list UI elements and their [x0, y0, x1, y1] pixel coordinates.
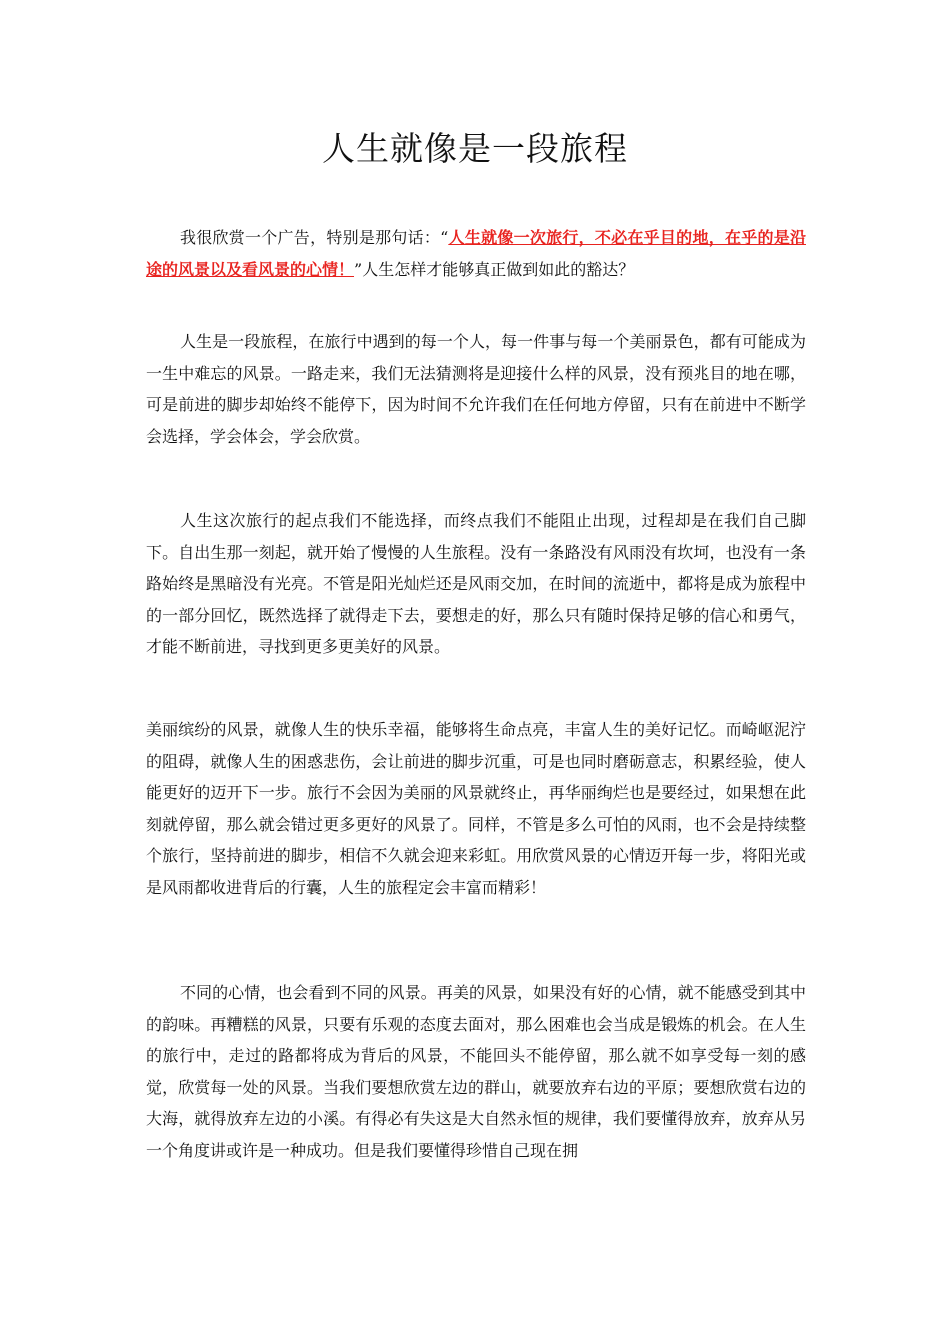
paragraph-mood: 不同的心情，也会看到不同的风景。再美的风景，如果没有好的心情，就不能感受到其中的韵味。再糟糕的风景，只要有乐观的态度去面对，那么困难也会当成是锻炼的机会。在人生的旅行中，走过的路都将成为背后的风景，不能回头不能停留，那么就不如享受每一刻的感觉，欣赏每一处的风景。当我们要想欣赏左边的群山，就要放弃右边的平原；要想欣赏右边的大海，就得放弃左边的小溪。有得必有失这是大自然永恒的规律，我们要懂得放弃，放弃从另一个角度讲或许是一种成功。但是我们要懂得珍惜自己现在拥	[146, 983, 806, 1160]
paragraph-scenery: 美丽缤纷的风景，就像人生的快乐幸福，能够将生命点亮，丰富人生的美好记忆。而崎岖泥泞的阻碍，就像人生的困惑悲伤，会让前进的脚步沉重，可是也同时磨砺意志，积累经验，使人能更好的迈开下一步。旅行不会因为美丽的风景就终止，再华丽绚烂也是要经过，如果想在此刻就停留，那么就会错过更多更好的风景了。同样，不管是多么可怕的风雨，也不会是持续整个旅行，坚持前进的脚步，相信不久就会迎来彩虹。用欣赏风景的心情迈开每一步，将阳光或是风雨都收进背后的行囊，人生的旅程定会丰富而精彩！	[146, 720, 806, 897]
highlighted-quote: 人生就像一次旅行，不必在乎目的地，在乎的是沿途的风景以及看风景的心情！	[146, 228, 806, 279]
intro-text-after: ”人生怎样才能够真正做到如此的豁达？	[354, 259, 635, 279]
intro-text-before: 我很欣赏一个广告，特别是那句话：“	[180, 228, 449, 247]
paragraph-journey: 人生是一段旅程，在旅行中遇到的每一个人，每一件事与每一个美丽景色，都有可能成为一生中难忘的风景。一路走来，我们无法猜测将是迎接什么样的风景，没有预兆目的地在哪，可是前进的脚步却始终不能停下，因为时间不允许我们在任何地方停留，只有在前进中不断学会选择，学会体会，学会欣赏。	[146, 332, 806, 446]
paragraph-start-end: 人生这次旅行的起点我们不能选择，而终点我们不能阻止出现，过程却是在我们自己脚下。自出生那一刻起，就开始了慢慢的人生旅程。没有一条路没有风雨没有坎坷，也没有一条路始终是黑暗没有光亮。不管是阳光灿烂还是风雨交加，在时间的流逝中，都将是成为旅程中的一部分回忆，既然选择了就得走下去，要想走的好，那么只有随时保持足够的信心和勇气，才能不断前进，寻找到更多更美好的风景。	[146, 511, 806, 656]
paragraph-intro	[146, 222, 806, 285]
document-title: 人生就像是一段旅程	[322, 129, 628, 168]
